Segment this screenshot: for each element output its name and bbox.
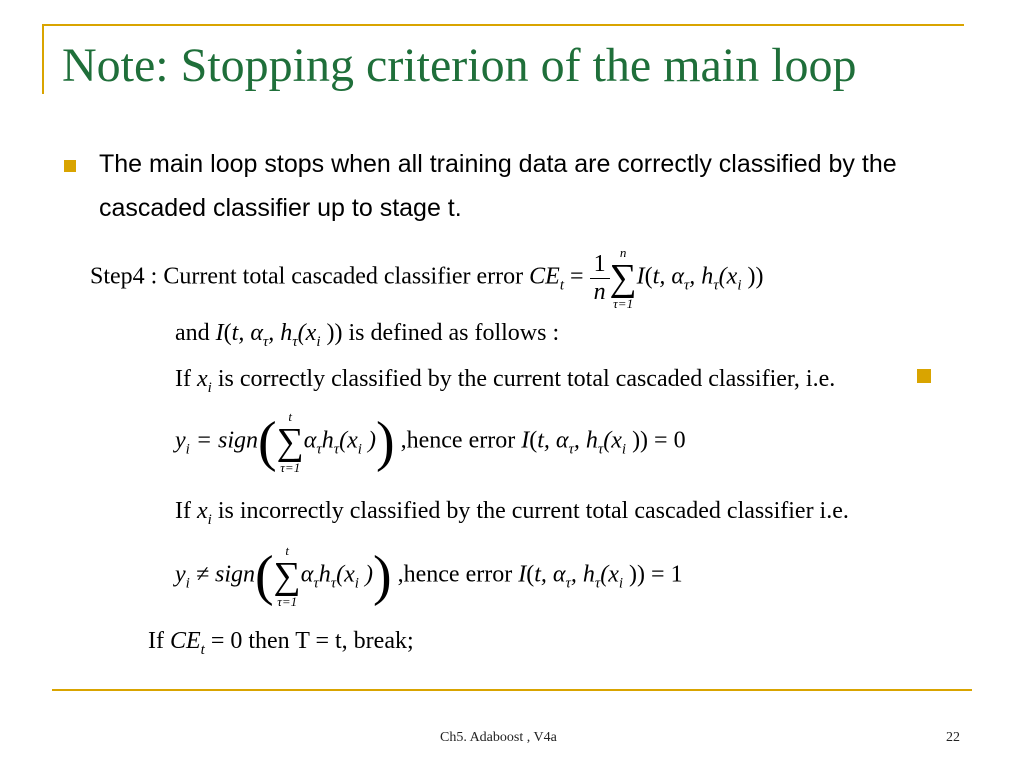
footer-divider [52,689,972,691]
slide-title: Note: Stopping criterion of the main loop [62,39,857,92]
sum-symbol: t ∑ τ=1 [273,543,301,609]
step4-formula: Step4 : Current total cascaded classifier error $CE_t$ = $\frac{1}{n}$ n ∑ τ=1 I(t, $\alpha_\tau$, $h_\tau(x_i$ )) [90,245,764,311]
frame-top-line [42,24,964,26]
incorrect-equation: $y_i$ ≠ sign( t ∑ τ=1 $\alpha_\tau h_\tau(x_i$ )) ,hence error I(t, $\alpha_\tau$, $h_\tau(x_i$ )) = 1 [175,543,683,609]
sum-symbol: n ∑ τ=1 [609,245,637,311]
frame-left-line [42,24,44,94]
bullet-text: The main loop stops when all training data are correctly classified by the cascaded classifier up to stage t. [99,150,897,222]
correct-case-line: If $x_i$ is correctly classified by the current total cascaded classifier, i.e. [175,366,836,396]
incorrect-case-line: If $x_i$ is incorrectly classified by the current total cascaded classifier i.e. [175,498,849,528]
step4-label: Step4 : Current total cascaded classifier error [90,263,530,290]
ce-symbol: CE [529,263,560,290]
footer-title: Ch5. Adaboost , V4a [440,730,557,745]
definition-line: and I(t, $\alpha_\tau$, $h_\tau(x_i$ )) is defined as follows : [175,320,560,350]
accent-square-icon [917,369,931,383]
sum-symbol: t ∑ τ=1 [276,409,304,475]
fraction: $\frac{1}{n}$ [590,251,610,306]
page-number: 22 [946,730,960,745]
bullet-square-icon [64,160,76,172]
correct-equation: $y_i$ = sign( t ∑ τ=1 $\alpha_\tau h_\tau(x_i$ )) ,hence error I(t, $\alpha_\tau$, $h_\tau(x_i$ )) = 0 [175,409,686,475]
break-condition: If $CE_t = 0$ then T = t, break; [148,628,414,658]
